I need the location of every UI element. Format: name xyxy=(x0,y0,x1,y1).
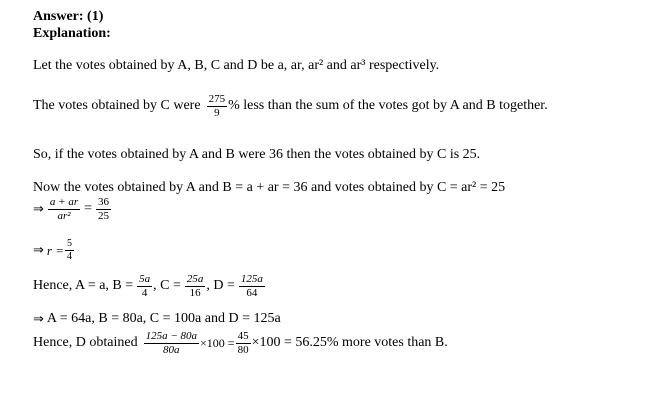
fraction-denominator: 25 xyxy=(98,209,110,222)
fraction-a-ar-over-ar2 xyxy=(48,196,80,222)
fraction-denominator: 80 xyxy=(237,343,249,356)
line-equations: Now the votes obtained by A and B = a + ar = 36 and votes obtained by C = ar² = 25 xyxy=(33,180,506,195)
fraction-denominator: 4 xyxy=(67,250,72,262)
implies-arrow-icon: ⇒ xyxy=(33,311,44,327)
fraction-d xyxy=(239,273,265,299)
fraction-denominator: 80a xyxy=(163,343,180,356)
fraction-denominator: 4 xyxy=(141,286,148,299)
implies-arrow-icon: ⇒ xyxy=(33,242,44,258)
d-label: , D = xyxy=(206,278,235,294)
line-r-value xyxy=(33,238,75,262)
fraction-c xyxy=(185,273,206,299)
fraction-numerator: 5a xyxy=(139,273,151,285)
fraction-numerator: a + ar xyxy=(49,196,79,208)
line-final-result xyxy=(33,330,448,356)
implies-arrow-icon: ⇒ xyxy=(33,201,44,217)
line-ratio-equation xyxy=(33,196,112,222)
final-suffix: ×100 = 56.25% more votes than B. xyxy=(251,335,448,351)
explanation-label: Explanation: xyxy=(33,26,111,41)
fraction-275-9 xyxy=(207,93,228,119)
fraction-5-4 xyxy=(65,238,74,262)
answer-label: Answer: (1) xyxy=(33,9,104,24)
fraction-numerator: 5 xyxy=(67,238,72,249)
fraction-denominator: ar² xyxy=(57,209,71,222)
fraction-numerator: 45 xyxy=(237,330,249,342)
fraction-36-25 xyxy=(96,196,111,222)
fraction-denominator: 64 xyxy=(246,286,258,299)
fraction-45-80 xyxy=(236,330,251,356)
fraction-numerator: 36 xyxy=(98,196,110,208)
fraction-numerator: 275 xyxy=(208,93,226,105)
line-votes-36-25: So, if the votes obtained by A and B were 36 then the votes obtained by C is 25. xyxy=(33,147,481,162)
line-abcd-in-a xyxy=(33,273,266,299)
line-c-percent xyxy=(33,93,548,119)
fraction-d-minus-b-over-b xyxy=(144,330,199,356)
fraction-numerator: 25a xyxy=(186,273,204,285)
r-equals: r = xyxy=(46,242,64,258)
fraction-b xyxy=(137,273,152,299)
line-c-percent-after: % less than the sum of the votes got by A and B together. xyxy=(228,98,548,114)
line-abcd-values xyxy=(33,312,281,326)
hence-prefix: Hence, A = a, B = xyxy=(33,278,134,294)
fraction-denominator: 9 xyxy=(214,106,220,119)
times-100-equals: ×100 = xyxy=(200,336,235,351)
fraction-denominator: 16 xyxy=(189,286,201,299)
fraction-numerator: 125a − 80a xyxy=(145,330,198,342)
abcd-values-text: A = 64a, B = 80a, C = 100a and D = 125a xyxy=(46,311,281,326)
line-c-percent-before: The votes obtained by C were xyxy=(33,98,201,114)
c-label: , C = xyxy=(153,278,181,294)
equals-sign: = xyxy=(84,201,93,217)
fraction-numerator: 125a xyxy=(240,273,263,285)
line-votes-definition: Let the votes obtained by A, B, C and D be a, ar, ar² and ar³ respectively. xyxy=(33,58,440,73)
final-prefix: Hence, D obtained xyxy=(33,335,138,351)
